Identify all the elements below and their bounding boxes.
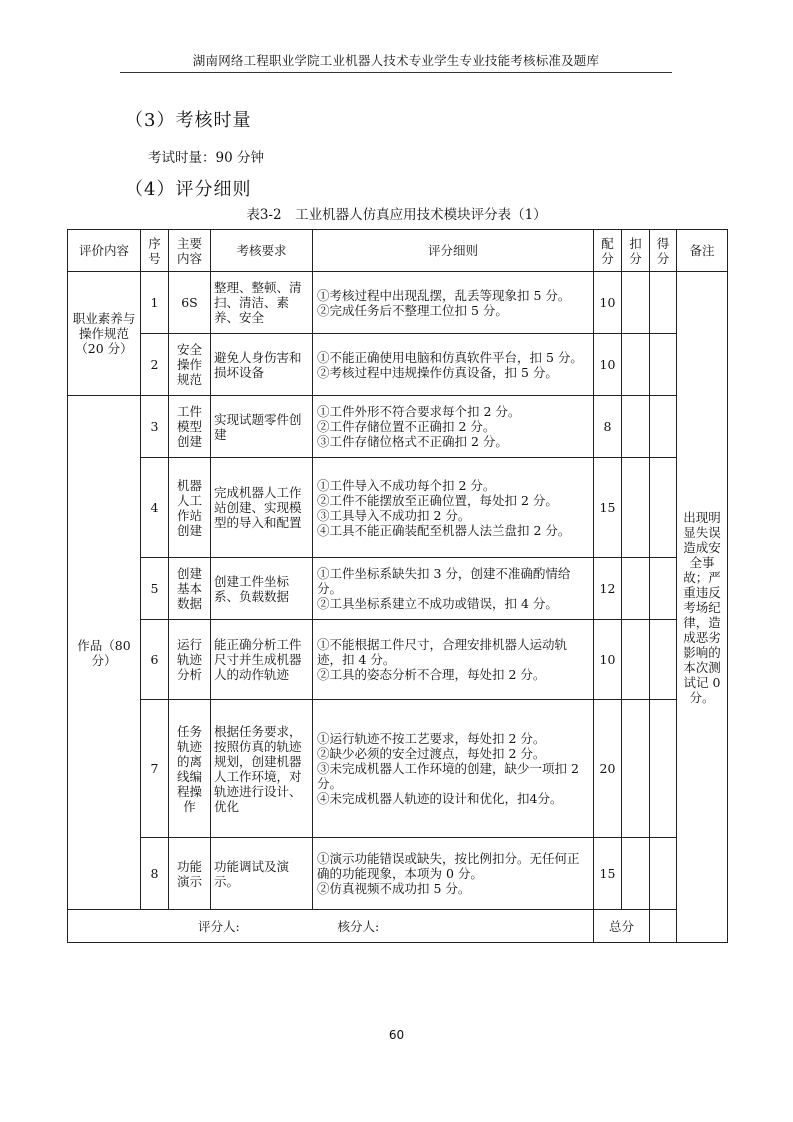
row-requirement: 完成机器人工作站创建、实现模型的导入和配置 xyxy=(211,458,313,558)
row-requirement: 创建工件坐标系、负载数据 xyxy=(211,558,313,620)
row-earned xyxy=(650,272,677,334)
row-no: 8 xyxy=(141,838,169,910)
row-content: 安全操作规范 xyxy=(169,334,211,396)
row-deduct xyxy=(622,458,650,558)
section-title-duration: （3）考核时量 xyxy=(125,110,252,131)
row-content: 机器人工作站创建 xyxy=(169,458,211,558)
header-rules: 评分细则 xyxy=(313,230,594,272)
header-score: 配分 xyxy=(594,230,622,272)
section-title-scoring: （4）评分细则 xyxy=(125,179,252,200)
row-score: 10 xyxy=(594,272,622,334)
row-deduct xyxy=(622,272,650,334)
row-no: 5 xyxy=(141,558,169,620)
header-note: 备注 xyxy=(677,230,728,272)
row-rules: ①工件外形不符合要求每个扣 2 分。 ②工件存储位置不正确扣 2 分。 ③工件存储位格式不正确扣 2 分。 xyxy=(313,396,594,458)
remark-note: 出现明显失误造成安全事故；严重违反考场纪律，造成恶劣影响的本次测试记 0 分。 xyxy=(677,272,728,943)
row-score: 20 xyxy=(594,700,622,838)
row-requirement: 根据任务要求，按照仿真的轨迹规划，创建机器人工作环境，对轨迹进行设计、优化 xyxy=(211,700,313,838)
row-content: 功能演示 xyxy=(169,838,211,910)
row-no: 4 xyxy=(141,458,169,558)
row-earned xyxy=(650,838,677,910)
rater-label: 评分人: xyxy=(68,910,313,943)
row-earned xyxy=(650,458,677,558)
row-deduct xyxy=(622,334,650,396)
header-eval-content: 评价内容 xyxy=(68,230,141,272)
row-content: 工件模型创建 xyxy=(169,396,211,458)
table-header-row xyxy=(68,230,728,272)
total-value xyxy=(650,910,728,943)
row-rules: ①工件坐标系缺失扣 3 分，创建不准确酌情给分。 ②工具坐标系建立不成功或错误，扣 4 分。 xyxy=(313,558,594,620)
header-requirement: 考核要求 xyxy=(211,230,313,272)
row-score: 12 xyxy=(594,558,622,620)
row-requirement: 避免人身伤害和损坏设备 xyxy=(211,334,313,396)
row-no: 6 xyxy=(141,620,169,700)
row-deduct xyxy=(622,558,650,620)
row-score: 10 xyxy=(594,334,622,396)
row-no: 2 xyxy=(141,334,169,396)
row-no: 7 xyxy=(141,700,169,838)
checker-label: 核分人: xyxy=(313,910,594,943)
row-rules: ①运行轨迹不按工艺要求，每处扣 2 分。 ②缺少必须的安全过渡点，每处扣 2 分。 ③未完成机器人工作环境的创建，缺少一项扣 2 分。 ④未完成机器人轨迹的设计和优化，扣4分。 xyxy=(313,700,594,838)
table-row xyxy=(68,272,728,334)
row-no: 3 xyxy=(141,396,169,458)
header-no: 序号 xyxy=(141,230,169,272)
row-requirement: 功能调试及演示。 xyxy=(211,838,313,910)
page-number: 60 xyxy=(388,1028,405,1042)
row-requirement: 能正确分析工件尺寸并生成机器人的动作轨迹 xyxy=(211,620,313,700)
table-row xyxy=(68,334,728,396)
table-footer-row xyxy=(68,910,728,943)
exam-duration-text: 考试时量：90 分钟 xyxy=(148,150,264,166)
table-caption: 表3-2 工业机器人仿真应用技术模块评分表（1） xyxy=(246,207,547,223)
scoring-table xyxy=(67,229,728,943)
header-earned: 得分 xyxy=(650,230,677,272)
row-earned xyxy=(650,334,677,396)
row-deduct xyxy=(622,700,650,838)
group-work: 作品（80 分） xyxy=(68,396,141,910)
row-rules: ①工件导入不成功每个扣 2 分。 ②工件不能摆放至正确位置，每处扣 2 分。 ③工具导入不成功扣 2 分。 ④工具不能正确装配至机器人法兰盘扣 2 分。 xyxy=(313,458,594,558)
row-content: 运行轨迹分析 xyxy=(169,620,211,700)
row-earned xyxy=(650,700,677,838)
group-professional: 职业素养与操作规范（20 分） xyxy=(68,272,141,396)
row-score: 15 xyxy=(594,458,622,558)
header-deduct: 扣分 xyxy=(622,230,650,272)
row-deduct xyxy=(622,838,650,910)
table-row xyxy=(68,838,728,910)
row-requirement: 实现试题零件创建 xyxy=(211,396,313,458)
row-rules: ①演示功能错误或缺失，按比例扣分。无任何正确的功能现象，本项为 0 分。 ②仿真视频不成功扣 5 分。 xyxy=(313,838,594,910)
row-score: 10 xyxy=(594,620,622,700)
table-row xyxy=(68,458,728,558)
row-score: 15 xyxy=(594,838,622,910)
table-row xyxy=(68,700,728,838)
table-row xyxy=(68,396,728,458)
header-main-content: 主要内容 xyxy=(169,230,211,272)
table-row xyxy=(68,558,728,620)
table-row xyxy=(68,620,728,700)
row-no: 1 xyxy=(141,272,169,334)
row-rules: ①不能正确使用电脑和仿真软件平台，扣 5 分。 ②考核过程中违规操作仿真设备，扣 5 分。 xyxy=(313,334,594,396)
row-rules: ①不能根据工件尺寸，合理安排机器人运动轨迹，扣 4 分。 ②工具的姿态分析不合理，每处扣 2 分。 xyxy=(313,620,594,700)
running-header: 湖南网络工程职业学院工业机器人技术专业学生专业技能考核标准及题库 xyxy=(120,50,672,73)
row-score: 8 xyxy=(594,396,622,458)
row-earned xyxy=(650,396,677,458)
row-content: 6S xyxy=(169,272,211,334)
row-content: 创建基本数据 xyxy=(169,558,211,620)
row-rules: ①考核过程中出现乱摆，乱丢等现象扣 5 分。 ②完成任务后不整理工位扣 5 分。 xyxy=(313,272,594,334)
row-content: 任务轨迹的离线编程操作 xyxy=(169,700,211,838)
row-earned xyxy=(650,620,677,700)
row-deduct xyxy=(622,396,650,458)
row-deduct xyxy=(622,620,650,700)
total-label: 总分 xyxy=(594,910,650,943)
row-requirement: 整理、整顿、清扫、清洁、素养、安全 xyxy=(211,272,313,334)
row-earned xyxy=(650,558,677,620)
